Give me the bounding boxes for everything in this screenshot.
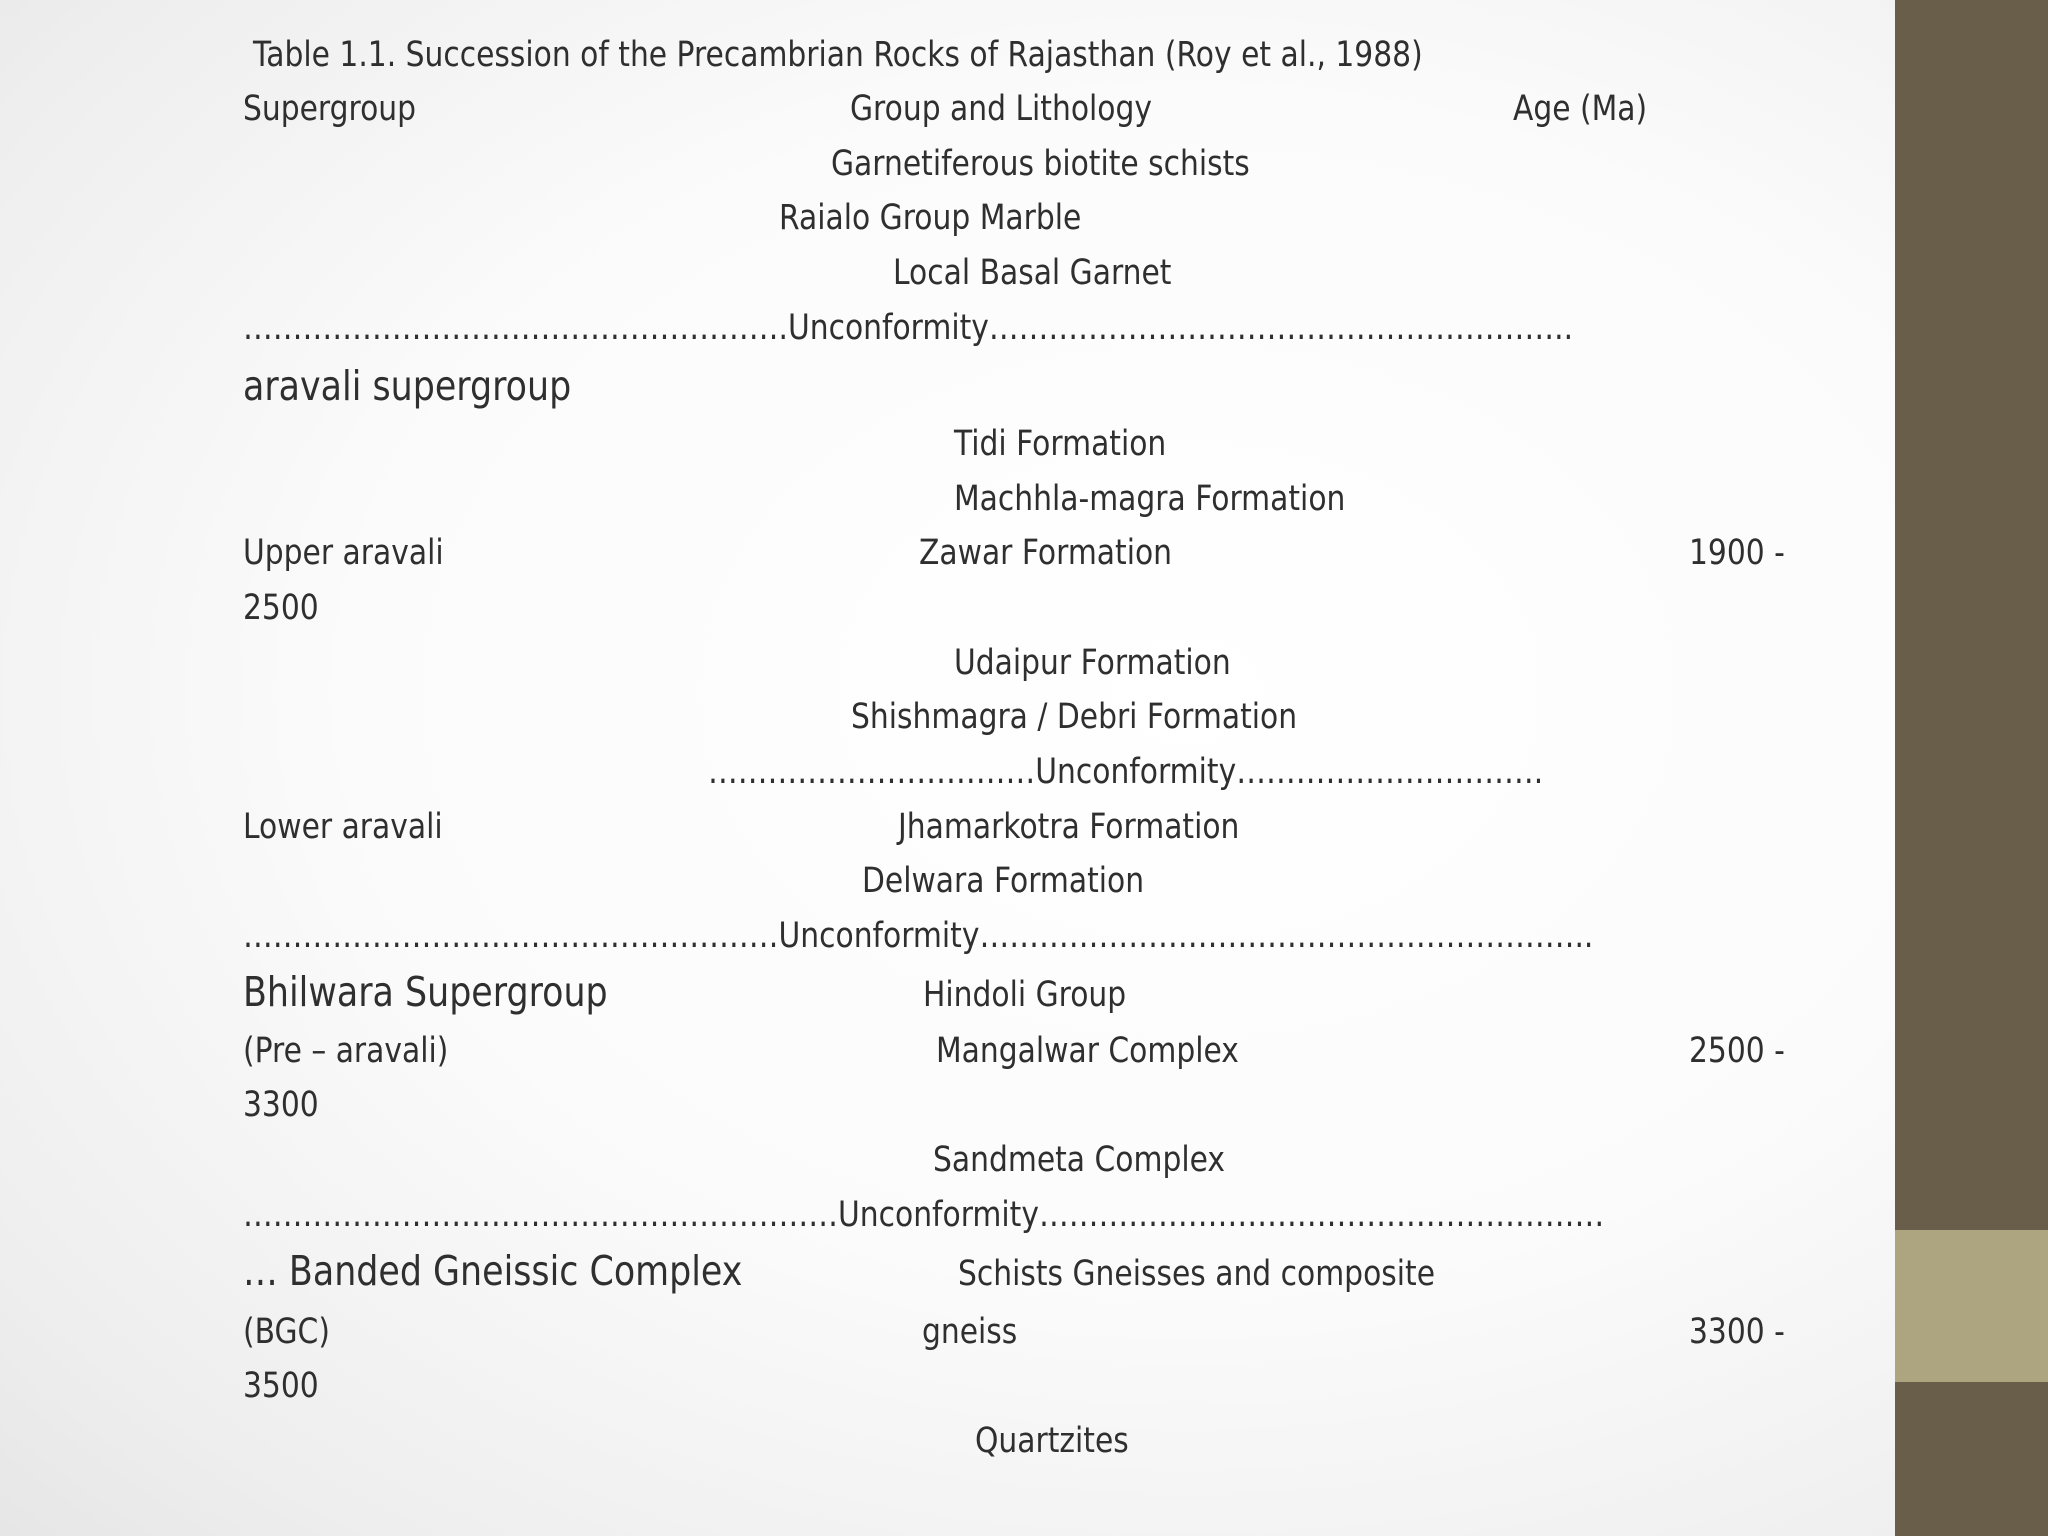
delwara-formation: Delwara Formation [862, 861, 1145, 901]
upper-aravali-age-end: 2500 [243, 588, 319, 628]
bhilwara-age-start: 2500 - [1689, 1031, 1785, 1071]
zawar-formation: Zawar Formation [919, 533, 1173, 573]
decorative-side-accent [1895, 1230, 2048, 1382]
mangalwar-complex: Mangalwar Complex [936, 1031, 1239, 1071]
pre-aravali-label: (Pre – aravali) [243, 1031, 449, 1071]
bhilwara-supergroup-title: Bhilwara Supergroup [243, 968, 608, 1016]
raialo-lithology-1: Garnetiferous biotite schists [831, 144, 1250, 184]
jhamarkotra-formation: Jhamarkotra Formation [898, 807, 1240, 847]
upper-aravali-age-start: 1900 - [1689, 533, 1785, 573]
bgc-abbreviation: (BGC) [243, 1312, 330, 1352]
tidi-formation: Tidi Formation [954, 424, 1167, 464]
udaipur-formation: Udaipur Formation [954, 643, 1231, 683]
quartzites: Quartzites [975, 1421, 1129, 1461]
header-group-lithology: Group and Lithology [850, 89, 1152, 129]
shishmagra-debri-formation: Shishmagra / Debri Formation [851, 697, 1298, 737]
upper-aravali-label: Upper aravali [243, 533, 444, 573]
lower-aravali-label: Lower aravali [243, 807, 443, 847]
header-age: Age (Ma) [1513, 89, 1648, 129]
bhilwara-age-end: 3300 [243, 1085, 319, 1125]
raialo-group: Raialo Group Marble [779, 198, 1082, 238]
unconformity-line: ………………………………………………Unconformity…………………………………………………….. [243, 916, 1594, 956]
hindoli-group: Hindoli Group [923, 975, 1127, 1015]
bgc-age-end: 3500 [243, 1366, 319, 1406]
raialo-lithology-3: Local Basal Garnet [893, 253, 1172, 293]
bgc-gneiss: gneiss [922, 1312, 1018, 1352]
bgc-lithology: Schists Gneisses and composite [958, 1254, 1436, 1294]
unconformity-line: ……………………………………………….Unconformity………………………………………………….. [243, 308, 1574, 348]
bgc-age-start: 3300 - [1689, 1312, 1785, 1352]
table-caption: Table 1.1. Succession of the Precambrian Rocks of Rajasthan (Roy et al., 1988) [253, 35, 1423, 75]
bgc-title: … Banded Gneissic Complex [243, 1247, 743, 1295]
aravali-supergroup-title: aravali supergroup [243, 362, 572, 410]
header-supergroup: Supergroup [243, 89, 417, 129]
sandmeta-complex: Sandmeta Complex [933, 1140, 1225, 1180]
unconformity-line: ……………………………………………………Unconformity………………………………………………… [243, 1195, 1605, 1235]
unconformity-line: ……………………………Unconformity…………………………. [708, 752, 1544, 792]
machhla-magra-formation: Machhla-magra Formation [954, 479, 1346, 519]
